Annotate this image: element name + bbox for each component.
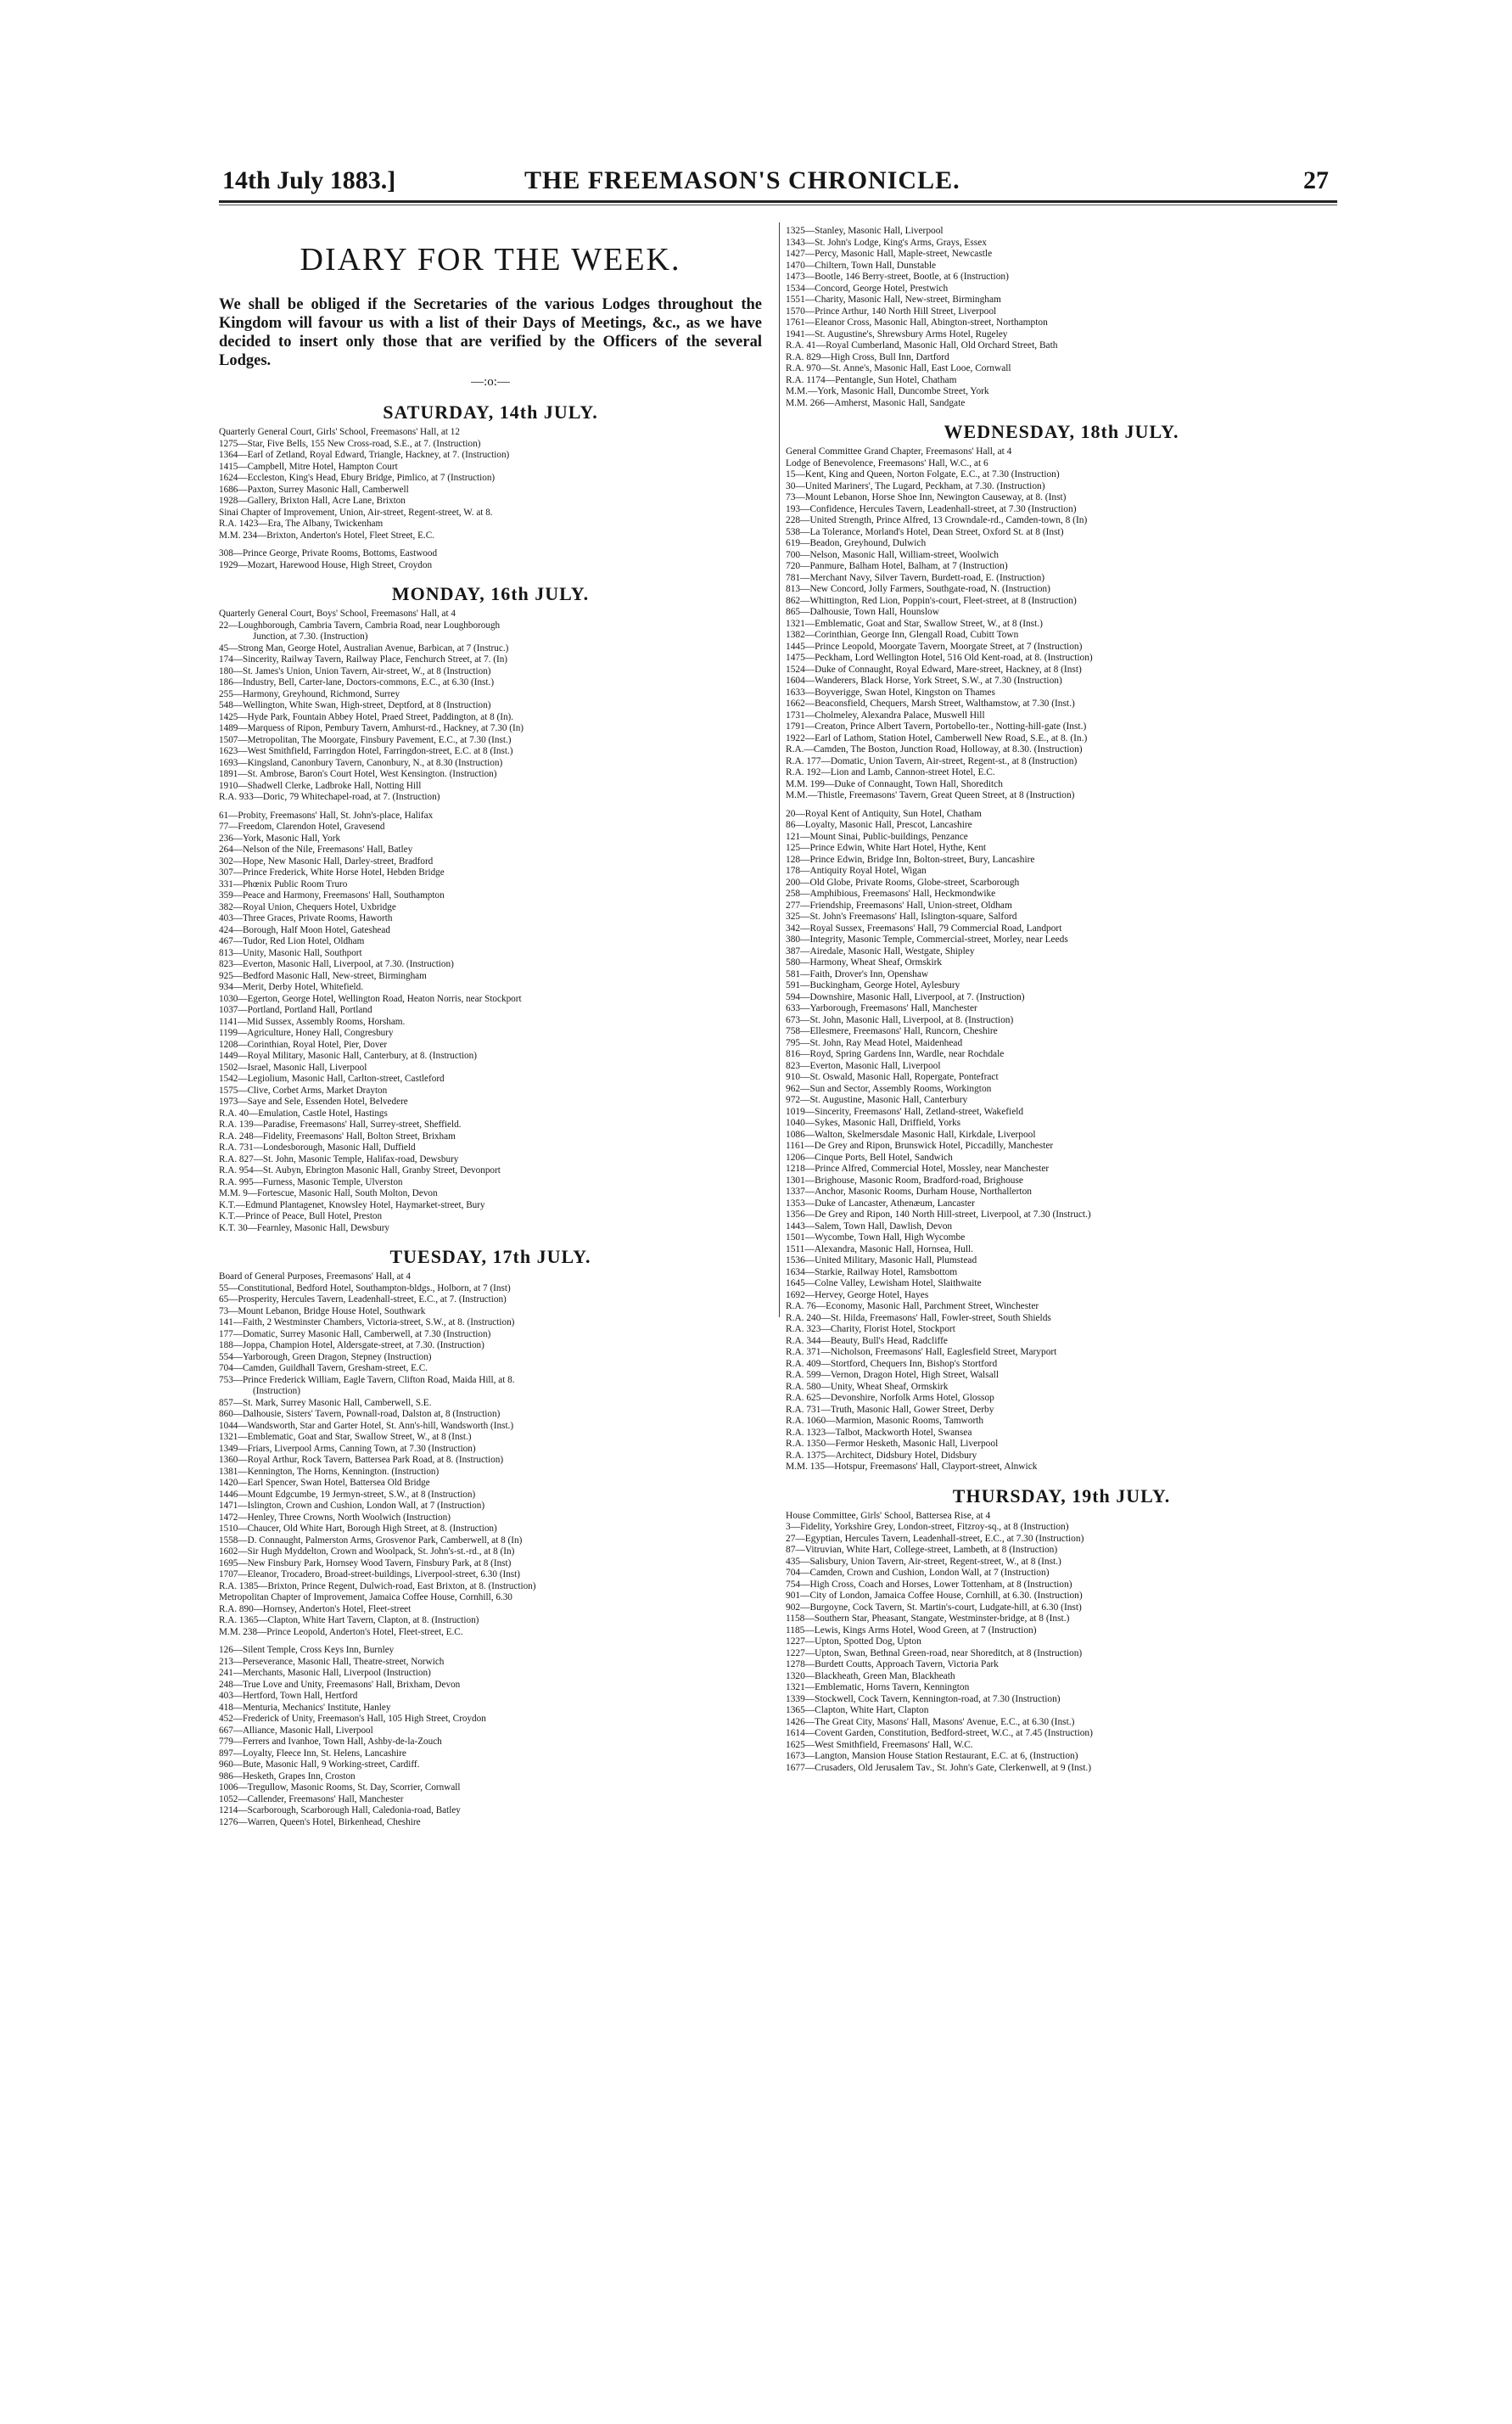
list-item: 403—Three Graces, Private Rooms, Haworth (219, 913, 393, 923)
list-item: 1415—Campbell, Mitre Hotel, Hampton Court (219, 461, 398, 472)
list-item: 720—Panmure, Balham Hotel, Balham, at 7 (Instruction) (786, 561, 1008, 571)
list-item: 580—Harmony, Wheat Sheaf, Ormskirk (786, 957, 943, 968)
list-item: 308—Prince George, Private Rooms, Bottoms, Eastwood (219, 548, 438, 558)
list-item: K.T. 30—Fearnley, Masonic Hall, Dewsbury (219, 1222, 390, 1233)
list-item: 1185—Lewis, Kings Arms Hotel, Wood Green, at 7 (Instruction) (786, 1624, 1037, 1636)
list-item: 418—Menturia, Mechanics' Institute, Hanley (219, 1702, 391, 1713)
list-item: R.A. 371—Nicholson, Freemasons' Hall, Eaglesfield Street, Maryport (786, 1347, 1057, 1357)
list-item: Quarterly General Court, Boys' School, Freemasons' Hall, at 4 (219, 609, 456, 619)
list-item: 30—United Mariners', The Lugard, Peckham, at 7.30. (Instruction) (786, 480, 1045, 491)
list-item: R.A. 890—Hornsey, Anderton's Hotel, Fleet-street (219, 1603, 412, 1614)
list-item: 1695—New Finsbury Park, Hornsey Wood Tavern, Finsbury Park, at 8 (Inst) (219, 1557, 512, 1568)
wednesday-list (786, 446, 1337, 1473)
list-item: 307—Prince Frederick, White Horse Hotel, Hebden Bridge (219, 867, 445, 878)
tuesday-heading: TUESDAY, 17th JULY. (389, 1246, 591, 1267)
list-item: 1420—Earl Spencer, Swan Hotel, Battersea Old Bridge (219, 1478, 430, 1488)
list-item: (Instruction) (253, 1386, 300, 1396)
list-item: 22—Loughborough, Cambria Tavern, Cambria Road, near Loughborough (219, 620, 501, 631)
list-item: 1141—Mid Sussex, Assembly Rooms, Horsham. (219, 1016, 406, 1027)
list-item: 754—High Cross, Coach and Horses, Lower Tottenham, at 8 (Instruction) (786, 1579, 1072, 1590)
list-item: 174—Sincerity, Railway Tavern, Railway Place, Fenchurch Street, at 7. (In) (219, 654, 508, 665)
list-item: 387—Airedale, Masonic Hall, Westgate, Shipley (786, 945, 975, 957)
list-item: 795—St. John, Ray Mead Hotel, Maidenhead (786, 1037, 963, 1048)
list-item: 619—Beadon, Greyhound, Dulwich (786, 538, 927, 548)
list-item: 673—St. John, Masonic Hall, Liverpool, at 8. (Instruction) (786, 1014, 1014, 1025)
header-rule (219, 200, 1337, 203)
list-item: 241—Merchants, Masonic Hall, Liverpool (Instruction) (219, 1668, 431, 1678)
list-item: 65—Prosperity, Hercules Tavern, Leadenhall-street, E.C., at 7. (Instruction) (219, 1294, 507, 1305)
tuesday-list (219, 1271, 762, 1828)
list-item: 1382—Corinthian, George Inn, Glengall Road, Cubitt Town (786, 630, 1019, 640)
list-item: R.A. 344—Beauty, Bull's Head, Radcliffe (786, 1335, 948, 1346)
list-item: 186—Industry, Bell, Carter-lane, Doctors-commons, E.C., at 6.30 (Inst.) (219, 677, 495, 687)
list-item: R.A. 1375—Architect, Didsbury Hotel, Didsbury (786, 1450, 977, 1461)
list-item: 264—Nelson of the Nile, Freemasons' Hall, Batley (219, 844, 413, 855)
list-item: 700—Nelson, Masonic Hall, William-street, Woolwich (786, 549, 999, 560)
list-item: 1473—Bootle, 146 Berry-street, Bootle, at 6 (Instruction) (786, 272, 1009, 282)
list-item: 126—Silent Temple, Cross Keys Inn, Burnley (219, 1645, 395, 1655)
list-item: R.A. 731—Londesborough, Masonic Hall, Duffield (219, 1142, 416, 1153)
list-item: 382—Royal Union, Chequers Hotel, Uxbridge (219, 901, 396, 912)
diary-title: DIARY FOR THE WEEK. (300, 242, 681, 278)
list-item: 258—Amphibious, Freemasons' Hall, Heckmondwike (786, 889, 996, 899)
list-item: 1339—Stockwell, Cock Tavern, Kennington-road, at 7.30 (Instruction) (786, 1693, 1061, 1704)
list-item: 27—Egyptian, Hercules Tavern, Leadenhall-street, E.C., at 7.30 (Instruction) (786, 1533, 1084, 1544)
list-item: 177—Domatic, Surrey Masonic Hall, Camberwell, at 7.30 (Instruction) (219, 1328, 491, 1339)
list-item: 86—Loyalty, Masonic Hall, Prescot, Lancashire (786, 820, 972, 830)
list-item: 188—Joppa, Champion Hotel, Aldersgate-street, at 7.30. (Instruction) (219, 1340, 484, 1350)
list-item: 1158—Southern Star, Pheasant, Stangate, Westminster-bridge, at 8 (Inst.) (786, 1613, 1070, 1624)
saturday-heading: SATURDAY, 14th JULY. (383, 401, 598, 423)
list-item: Lodge of Benevolence, Freemasons' Hall, W.C., at 6 (786, 457, 988, 469)
list-item: 1761—Eleanor Cross, Masonic Hall, Abington-street, Northampton (786, 317, 1048, 328)
list-item: General Committee Grand Chapter, Freemasons' Hall, at 4 (786, 446, 1012, 457)
list-item: Junction, at 7.30. (Instruction) (253, 631, 368, 642)
list-item: 1973—Saye and Sele, Essenden Hotel, Belvedere (219, 1097, 408, 1107)
list-item: R.A. 970—St. Anne's, Masonic Hall, East Looe, Cornwall (786, 363, 1011, 373)
list-item: 1686—Paxton, Surrey Masonic Hall, Camberwell (219, 484, 409, 495)
list-item: 1614—Covent Garden, Constitution, Bedford-street, W.C., at 7.45 (Instruction) (786, 1728, 1093, 1738)
list-item: 1673—Langton, Mansion House Station Restaurant, E.C. at 6, (Instruction) (786, 1751, 1078, 1761)
list-item: 1534—Concord, George Hotel, Prestwich (786, 283, 949, 294)
list-item: 1645—Colne Valley, Lewisham Hotel, Slaithwaite (786, 1278, 982, 1288)
list-item: 424—Borough, Half Moon Hotel, Gateshead (219, 924, 390, 935)
list-item: 73—Mount Lebanon, Bridge House Hotel, Southwark (219, 1305, 426, 1316)
list-item: 865—Dalhousie, Town Hall, Hounslow (786, 607, 939, 617)
list-item: 1634—Starkie, Railway Hotel, Ramsbottom (786, 1266, 958, 1277)
list-item: R.A. 139—Paradise, Freemasons' Hall, Surrey-street, Sheffield. (219, 1119, 462, 1130)
list-item: 860—Dalhousie, Sisters' Tavern, Pownall-road, Dalston at, 8 (Instruction) (219, 1409, 501, 1419)
list-item: 897—Loyalty, Fleece Inn, St. Helens, Lancashire (219, 1748, 406, 1759)
list-item: 1349—Friars, Liverpool Arms, Canning Town, at 7.30 (Instruction) (219, 1443, 476, 1454)
list-item: 1321—Emblematic, Goat and Star, Swallow Street, W., at 8 (Inst.) (786, 618, 1043, 629)
list-item: 1623—West Smithfield, Farringdon Hotel, Farringdon-street, E.C. at 8 (Inst.) (219, 746, 513, 756)
list-item: M.M. 234—Brixton, Anderton's Hotel, Fleet Street, E.C. (219, 530, 435, 541)
list-item: 1731—Cholmeley, Alexandra Palace, Muswell Hill (786, 710, 985, 721)
list-item: 1356—De Grey and Ripon, 140 North Hill-street, Liverpool, at 7.30 (Instruct.) (786, 1209, 1091, 1220)
right-column (786, 226, 1337, 1774)
list-item: 1489—Marquess of Ripon, Pembury Tavern, Amhurst-rd., Hackney, at 7.30 (In) (219, 723, 524, 733)
list-item: 1218—Prince Alfred, Commercial Hotel, Mossley, near Manchester (786, 1164, 1050, 1174)
left-column (219, 226, 762, 1828)
column-divider (779, 222, 780, 1317)
list-item: 1199—Agriculture, Honey Hall, Congresbury (219, 1028, 394, 1038)
list-item: 1321—Emblematic, Goat and Star, Swallow Street, W., at 8 (Inst.) (219, 1432, 472, 1442)
list-item: R.A. 625—Devonshire, Norfolk Arms Hotel, Glossop (786, 1393, 994, 1403)
list-item: 435—Salisbury, Union Tavern, Air-street, Regent-street, W., at 8 (Inst.) (786, 1556, 1061, 1567)
list-item: Sinai Chapter of Improvement, Union, Air-street, Regent-street, W. at 8. (219, 507, 493, 518)
list-item: R.A. 248—Fidelity, Freemasons' Hall, Bolton Street, Brixham (219, 1131, 456, 1142)
list-item: 1301—Brighouse, Masonic Room, Bradford-road, Brighouse (786, 1175, 1023, 1186)
list-item: 3—Fidelity, Yorkshire Grey, London-street, Fitzroy-sq., at 8 (Instruction) (786, 1522, 1069, 1532)
list-item: 213—Perseverance, Masonic Hall, Theatre-street, Norwich (219, 1656, 445, 1667)
list-item: 1275—Star, Five Bells, 155 New Cross-road, S.E., at 7. (Instruction) (219, 438, 481, 449)
list-item: 1321—Emblematic, Horns Tavern, Kennington (786, 1682, 970, 1692)
list-item: 452—Frederick of Unity, Freemason's Hall, 105 High Street, Croydon (219, 1714, 486, 1724)
page-number: 27 (1303, 166, 1329, 194)
list-item: R.A. 177—Domatic, Union Tavern, Air-street, Regent-st., at 8 (Instruction) (786, 755, 1078, 766)
list-item: 15—Kent, King and Queen, Norton Folgate, E.C., at 7.30 (Instruction) (786, 469, 1060, 480)
list-item: 1037—Portland, Portland Hall, Portland (219, 1005, 372, 1015)
list-item: 1501—Wycombe, Town Hall, High Wycombe (786, 1232, 966, 1243)
list-item: 228—United Strength, Prince Alfred, 13 Crowndale-rd., Camden-town, 8 (In) (786, 515, 1088, 525)
list-item: R.A. 1174—Pentangle, Sun Hotel, Chatham (786, 374, 957, 385)
list-item: 1470—Chiltern, Town Hall, Dunstable (786, 260, 937, 271)
list-item: 1524—Duke of Connaught, Royal Edward, Mare-street, Hackney, at 8 (Inst) (786, 664, 1082, 675)
list-item: Quarterly General Court, Girls' School, Freemasons' Hall, at 12 (219, 427, 460, 437)
header-title: THE FREEMASON'S CHRONICLE. (524, 166, 960, 194)
list-item: R.A. 1423—Era, The Albany, Twickenham (219, 519, 384, 529)
list-item: 972—St. Augustine, Masonic Hall, Canterbury (786, 1095, 968, 1105)
list-item: 704—Camden, Guildhall Tavern, Gresham-street, E.C. (219, 1363, 428, 1373)
list-item: 1446—Mount Edgcumbe, 19 Jermyn-street, S.W., at 8 (Instruction) (219, 1489, 476, 1500)
list-item: 1551—Charity, Masonic Hall, New-street, Birmingham (786, 295, 1001, 305)
list-item: 902—Burgoyne, Cock Tavern, St. Martin's-court, Ludgate-hill, at 6.30 (Inst) (786, 1602, 1082, 1613)
tuesday-continued-list (786, 226, 1337, 409)
list-item: 1604—Wanderers, Black Horse, York Street, S.W., at 7.30 (Instruction) (786, 676, 1062, 686)
thursday-heading: THURSDAY, 19th JULY. (952, 1484, 1171, 1507)
list-item: 1449—Royal Military, Masonic Hall, Canterbury, at 8. (Instruction) (219, 1051, 477, 1061)
list-item: 1677—Crusaders, Old Jerusalem Tav., St. John's Gate, Clerkenwell, at 9 (Inst.) (786, 1762, 1091, 1773)
list-item: M.M. 199—Duke of Connaught, Town Hall, Shoreditch (786, 778, 1003, 789)
list-item: Board of General Purposes, Freemasons' Hall, at 4 (219, 1271, 412, 1282)
list-item: 302—Hope, New Masonic Hall, Darley-street, Bradford (219, 856, 434, 867)
list-item: House Committee, Girls' School, Battersea Rise, at 4 (786, 1510, 991, 1521)
list-item: 1426—The Great City, Masons' Hall, Masons' Avenue, E.C., at 6.30 (Inst.) (786, 1716, 1075, 1727)
list-item: 1381—Kennington, The Horns, Kennington. (Instruction) (219, 1466, 440, 1477)
list-item: 813—New Concord, Jolly Farmers, Southgate-road, N. (Instruction) (786, 584, 1050, 594)
list-item: 823—Everton, Masonic Hall, Liverpool, at 7.30. (Instruction) (219, 959, 454, 969)
list-item: 1575—Clive, Corbet Arms, Market Drayton (219, 1085, 388, 1096)
list-item: 200—Old Globe, Private Rooms, Globe-street, Scarborough (786, 877, 1020, 888)
list-item: 986—Hesketh, Grapes Inn, Croston (219, 1770, 356, 1782)
list-item: 1360—Royal Arthur, Rock Tavern, Battersea Park Road, at 8. (Instruction) (219, 1455, 504, 1465)
list-item: 1929—Mozart, Harewood House, High Street, Croydon (219, 559, 433, 570)
list-item: R.A.—Camden, The Boston, Junction Road, Holloway, at 8.30. (Instruction) (786, 744, 1083, 755)
list-item: 581—Faith, Drover's Inn, Openshaw (786, 968, 929, 979)
list-item: 248—True Love and Unity, Freemasons' Hall, Brixham, Devon (219, 1679, 461, 1690)
list-item: 1558—D. Connaught, Palmerston Arms, Grosvenor Park, Camberwell, at 8 (In) (219, 1535, 523, 1546)
list-item: 128—Prince Edwin, Bridge Inn, Bolton-street, Bury, Lancashire (786, 854, 1035, 865)
list-item: 960—Bute, Masonic Hall, 9 Working-street, Cardiff. (219, 1759, 420, 1770)
list-item: 1086—Walton, Skelmersdale Masonic Hall, Kirkdale, Liverpool (786, 1129, 1036, 1140)
list-item: 753—Prince Frederick William, Eagle Tavern, Clifton Road, Maida Hill, at 8. (219, 1374, 515, 1385)
list-item: 121—Mount Sinai, Public-buildings, Penzance (786, 831, 968, 842)
list-item: R.A. 827—St. John, Masonic Temple, Halifax-road, Dewsbury (219, 1153, 459, 1164)
list-item: R.A. 76—Economy, Masonic Hall, Parchment Street, Winchester (786, 1301, 1039, 1311)
saturday-list (219, 427, 762, 571)
list-item: 1625—West Smithfield, Freemasons' Hall, W.C. (786, 1739, 973, 1750)
list-item: R.A. 829—High Cross, Bull Inn, Dartford (786, 351, 949, 362)
list-item: 255—Harmony, Greyhound, Richmond, Surrey (219, 688, 400, 699)
list-item: 862—Whittington, Red Lion, Poppin's-court, Fleet-street, at 8 (Instruction) (786, 595, 1077, 606)
list-item: 1941—St. Augustine's, Shrewsbury Arms Hotel, Rugeley (786, 328, 1008, 339)
list-item: M.M. 9—Fortescue, Masonic Hall, South Molton, Devon (219, 1188, 438, 1198)
list-item: 1353—Duke of Lancaster, Athenæum, Lancaster (786, 1198, 975, 1209)
list-item: 823—Everton, Masonic Hall, Liverpool (786, 1060, 941, 1071)
header-date: 14th July 1883.] (222, 166, 396, 194)
list-item: 1276—Warren, Queen's Hotel, Birkenhead, Cheshire (219, 1816, 421, 1827)
list-item: 141—Faith, 2 Westminster Chambers, Victoria-street, S.W., at 8. (Instruction) (219, 1317, 515, 1327)
list-item: 1040—Sykes, Masonic Hall, Driffield, Yorks (786, 1118, 961, 1128)
list-item: 467—Tudor, Red Lion Hotel, Oldham (219, 936, 365, 946)
list-item: 342—Royal Sussex, Freemasons' Hall, 79 Commercial Road, Landport (786, 923, 1062, 934)
list-item: 538—La Tolerance, Morland's Hotel, Dean Street, Oxford St. at 8 (Inst) (786, 526, 1064, 537)
list-item: 1320—Blackheath, Green Man, Blackheath (786, 1670, 955, 1681)
list-item: 1364—Earl of Zetland, Royal Edward, Triangle, Hackney, at 7. (Instruction) (219, 450, 510, 460)
list-item: 1511—Alexandra, Masonic Hall, Hornsea, Hull. (786, 1243, 974, 1254)
list-item: 1662—Beaconsfield, Chequers, Marsh Street, Walthamstow, at 7.30 (Inst.) (786, 699, 1075, 709)
list-item: 55—Constitutional, Bedford Hotel, Southampton-bldgs., Holborn, at 7 (Inst) (219, 1282, 511, 1293)
list-item: 1471—Islington, Crown and Cushion, London Wall, at 7 (Instruction) (219, 1501, 485, 1511)
list-item: 61—Probity, Freemasons' Hall, St. John's-place, Halifax (219, 810, 434, 821)
list-item: R.A. 240—St. Hilda, Freemasons' Hall, Fowler-street, South Shields (786, 1312, 1051, 1323)
list-item: 1570—Prince Arthur, 140 North Hill Street, Liverpool (786, 306, 997, 317)
list-item: 73—Mount Lebanon, Horse Shoe Inn, Newington Causeway, at 8. (Inst) (786, 492, 1067, 502)
list-item: 193—Confidence, Hercules Tavern, Leadenhall-street, at 7.30 (Instruction) (786, 503, 1077, 514)
list-item: 180—St. James's Union, Union Tavern, Air-street, W., at 8 (Instruction) (219, 665, 491, 676)
list-item: 1475—Peckham, Lord Wellington Hotel, 516 Old Kent-road, at 8. (Instruction) (786, 653, 1093, 663)
diary-intro: We shall be obliged if the Secretaries of the various Lodges throughout the Kingdom will favour us with a list of their Days of Meetings, &c., as we have decided to insert only those that are verified by the Officers of the several Lodges. (219, 296, 762, 369)
list-item: Metropolitan Chapter of Improvement, Jamaica Coffee House, Cornhill, 6.30 (219, 1592, 512, 1602)
list-item: R.A. 954—St. Aubyn, Ebrington Masonic Hall, Granby Street, Devonport (219, 1165, 501, 1176)
list-item: 1445—Prince Leopold, Moorgate Tavern, Moorgate Street, at 7 (Instruction) (786, 641, 1083, 652)
list-item: 1443—Salem, Town Hall, Dawlish, Devon (786, 1220, 953, 1232)
list-item: 1365—Clapton, White Hart, Clapton (786, 1705, 929, 1715)
list-item: M.M.—Thistle, Freemasons' Tavern, Great Queen Street, at 8 (Instruction) (786, 790, 1075, 800)
list-item: 1214—Scarborough, Scarborough Hall, Caledonia-road, Batley (219, 1805, 461, 1815)
list-item: 1536—United Military, Masonic Hall, Plumstead (786, 1255, 977, 1265)
list-item: 359—Peace and Harmony, Freemasons' Hall, Southampton (219, 890, 445, 901)
list-item: 1472—Henley, Three Crowns, North Woolwich (Instruction) (219, 1512, 451, 1523)
list-item: 1510—Chaucer, Old White Hart, Borough High Street, at 8. (Instruction) (219, 1523, 497, 1534)
list-item: 1325—Stanley, Masonic Hall, Liverpool (786, 226, 944, 236)
wednesday-heading: WEDNESDAY, 18th JULY. (944, 421, 1179, 442)
list-item: 1427—Percy, Masonic Hall, Maple-street, Newcastle (786, 249, 993, 259)
list-item: R.A. 580—Unity, Wheat Sheaf, Ormskirk (786, 1381, 949, 1392)
list-item: 1337—Anchor, Masonic Rooms, Durham House, Northallerton (786, 1187, 1032, 1197)
list-item: 1044—Wandsworth, Star and Garter Hotel, St. Ann's-hill, Wandsworth (Inst.) (219, 1420, 514, 1431)
list-item: R.A. 1060—Marmion, Masonic Rooms, Tamworth (786, 1416, 984, 1426)
list-item: 1602—Sir Hugh Myddelton, Crown and Woolpack, St. John's-st.-rd., at 8 (In) (219, 1546, 515, 1557)
section-separator: —:o:— (471, 375, 510, 389)
list-item: M.M. 266—Amherst, Masonic Hall, Sandgate (786, 397, 966, 408)
list-item: 1227—Upton, Swan, Bethnal Green-road, near Shoreditch, at 8 (Instruction) (786, 1647, 1083, 1658)
list-item: 548—Wellington, White Swan, High-street, Deptford, at 8 (Instruction) (219, 700, 491, 710)
list-item: R.A. 192—Lion and Lamb, Cannon-street Hotel, E.C. (786, 767, 995, 777)
list-item: K.T.—Prince of Peace, Bull Hotel, Preston (219, 1211, 383, 1221)
list-item: M.M.—York, Masonic Hall, Duncombe Street, York (786, 386, 989, 396)
list-item: 45—Strong Man, George Hotel, Australian Avenue, Barbican, at 7 (Instruc.) (219, 642, 509, 654)
list-item: 781—Merchant Navy, Silver Tavern, Burdett-road, E. (Instruction) (786, 572, 1045, 583)
list-item: 331—Phœnix Public Room Truro (219, 878, 348, 889)
list-item: R.A. 1365—Clapton, White Hart Tavern, Clapton, at 8. (Instruction) (219, 1615, 479, 1625)
list-item: 325—St. John's Freemasons' Hall, Islington-square, Salford (786, 912, 1017, 922)
list-item: 1692—Hervey, George Hotel, Hayes (786, 1289, 929, 1300)
list-item: 1922—Earl of Lathom, Station Hotel, Camberwell New Road, S.E., at 8. (In.) (786, 732, 1088, 743)
list-item: 1227—Upton, Spotted Dog, Upton (786, 1636, 921, 1647)
list-item: 962—Sun and Sector, Assembly Rooms, Workington (786, 1083, 992, 1094)
list-item: 236—York, Masonic Hall, York (219, 833, 341, 844)
list-item: R.A. 1323—Talbot, Mackworth Hotel, Swansea (786, 1427, 972, 1438)
list-item: 1425—Hyde Park, Fountain Abbey Hotel, Praed Street, Paddington, at 8 (In). (219, 711, 514, 722)
thursday-list (786, 1511, 1337, 1775)
list-item: R.A. 323—Charity, Florist Hotel, Stockport (786, 1324, 955, 1334)
list-item: 1707—Eleanor, Trocadero, Broad-street-buildings, Liverpool-street, 6.30 (Inst) (219, 1569, 520, 1580)
list-item: R.A. 40—Emulation, Castle Hotel, Hastings (219, 1108, 388, 1119)
list-item: R.A. 409—Stortford, Chequers Inn, Bishop's Stortford (786, 1358, 998, 1369)
list-item: 1206—Cinque Ports, Bell Hotel, Sandwich (786, 1152, 953, 1163)
list-item: 758—Ellesmere, Freemasons' Hall, Runcorn, Cheshire (786, 1026, 998, 1036)
list-item: 594—Downshire, Masonic Hall, Liverpool, at 7. (Instruction) (786, 991, 1025, 1002)
list-item: 910—St. Oswald, Masonic Hall, Ropergate, Pontefract (786, 1072, 999, 1082)
list-item: 1693—Kingsland, Canonbury Tavern, Canonbury, N., at 8.30 (Instruction) (219, 757, 503, 768)
list-item: R.A. 995—Furness, Masonic Temple, Ulverston (219, 1176, 403, 1187)
list-item: 77—Freedom, Clarendon Hotel, Gravesend (219, 822, 385, 832)
list-item: 1006—Tregullow, Masonic Rooms, St. Day, Scorrier, Cornwall (219, 1782, 461, 1793)
list-item: 1910—Shadwell Clerke, Ladbroke Hall, Notting Hill (219, 780, 422, 791)
list-item: M.M. 135—Hotspur, Freemasons' Hall, Clayport-street, Alnwick (786, 1462, 1038, 1472)
list-item: R.A. 731—Truth, Masonic Hall, Gower Street, Derby (786, 1404, 994, 1415)
list-item: 554—Yarborough, Green Dragon, Stepney (Instruction) (219, 1351, 432, 1362)
list-item: 925—Bedford Masonic Hall, New-street, Birmingham (219, 970, 427, 981)
list-item: 591—Buckingham, George Hotel, Aylesbury (786, 980, 960, 990)
list-item: 1052—Callender, Freemasons' Hall, Manchester (219, 1793, 404, 1804)
list-item: 1278—Burdett Coutts, Approach Tavern, Victoria Park (786, 1659, 999, 1669)
list-item: 1791—Creaton, Prince Albert Tavern, Portobello-ter., Notting-hill-gate (Inst.) (786, 721, 1087, 732)
list-item: 403—Hertford, Town Hall, Hertford (219, 1691, 358, 1701)
list-item: R.A. 41—Royal Cumberland, Masonic Hall, Old Orchard Street, Bath (786, 340, 1058, 351)
list-item: 277—Friendship, Freemasons' Hall, Union-street, Oldham (786, 900, 1012, 911)
list-item: 87—Vitruvian, White Hart, College-street, Lambeth, at 8 (Instruction) (786, 1545, 1058, 1555)
list-item: 704—Camden, Crown and Cushion, London Wall, at 7 (Instruction) (786, 1568, 1050, 1578)
list-item: 1019—Sincerity, Freemasons' Hall, Zetland-street, Wakefield (786, 1106, 1024, 1117)
list-item: 20—Royal Kent of Antiquity, Sun Hotel, Chatham (786, 808, 982, 819)
list-item: 125—Prince Edwin, White Hart Hotel, Hythe, Kent (786, 843, 987, 853)
list-item: 857—St. Mark, Surrey Masonic Hall, Camberwell, S.E. (219, 1397, 432, 1408)
list-item: 667—Alliance, Masonic Hall, Liverpool (219, 1725, 373, 1736)
list-item: 816—Royd, Spring Gardens Inn, Wardle, near Rochdale (786, 1049, 1005, 1059)
list-item: M.M. 238—Prince Leopold, Anderton's Hotel, Fleet-street, E.C. (219, 1626, 463, 1637)
list-item: 1507—Metropolitan, The Moorgate, Finsbury Pavement, E.C., at 7.30 (Inst.) (219, 734, 512, 745)
list-item: 779—Ferrers and Ivanhoe, Town Hall, Ashby-de-la-Zouch (219, 1737, 442, 1747)
list-item: 1502—Israel, Masonic Hall, Liverpool (219, 1062, 367, 1073)
list-item: R.A. 599—Vernon, Dragon Hotel, High Street, Walsall (786, 1370, 1000, 1380)
list-item: 1891—St. Ambrose, Baron's Court Hotel, West Kensington. (Instruction) (219, 769, 497, 779)
list-item: 1928—Gallery, Brixton Hall, Acre Lane, Brixton (219, 496, 406, 506)
list-item: 633—Yarborough, Freemasons' Hall, Manchester (786, 1003, 977, 1013)
list-item: R.A. 1385—Brixton, Prince Regent, Dulwich-road, East Brixton, at 8. (Instruction) (219, 1580, 536, 1591)
list-item: R.A. 933—Doric, 79 Whitechapel-road, at 7. (Instruction) (219, 792, 440, 802)
list-item: 1624—Eccleston, King's Head, Ebury Bridge, Pimlico, at 7 (Instruction) (219, 473, 496, 483)
list-item: 1542—Legiolium, Masonic Hall, Carlton-street, Castleford (219, 1074, 445, 1084)
list-item: 813—Unity, Masonic Hall, Southport (219, 947, 362, 958)
list-item: 1208—Corinthian, Royal Hotel, Pier, Dover (219, 1039, 388, 1050)
monday-heading: MONDAY, 16th JULY. (391, 583, 590, 604)
list-item: 178—Antiquity Royal Hotel, Wigan (786, 866, 927, 876)
list-item: K.T.—Edmund Plantagenet, Knowsley Hotel, Haymarket-street, Bury (219, 1199, 485, 1210)
list-item: 934—Merit, Derby Hotel, Whitefield. (219, 982, 364, 992)
list-item: 1161—De Grey and Ripon, Brunswick Hotel, Piccadilly, Manchester (786, 1141, 1054, 1151)
list-item: R.A. 1350—Fermor Hesketh, Masonic Hall, Liverpool (786, 1439, 999, 1449)
list-item: 1030—Egerton, George Hotel, Wellington Road, Heaton Norris, near Stockport (219, 993, 522, 1004)
list-item: 1633—Boyverigge, Swan Hotel, Kingston on Thames (786, 687, 995, 698)
monday-list (219, 609, 762, 1234)
list-item: 1343—St. John's Lodge, King's Arms, Grays, Essex (786, 237, 987, 248)
list-item: 380—Integrity, Masonic Temple, Commercial-street, Morley, near Leeds (786, 934, 1068, 945)
list-item: 901—City of London, Jamaica Coffee House, Cornhill, at 6.30. (Instruction) (786, 1591, 1083, 1601)
